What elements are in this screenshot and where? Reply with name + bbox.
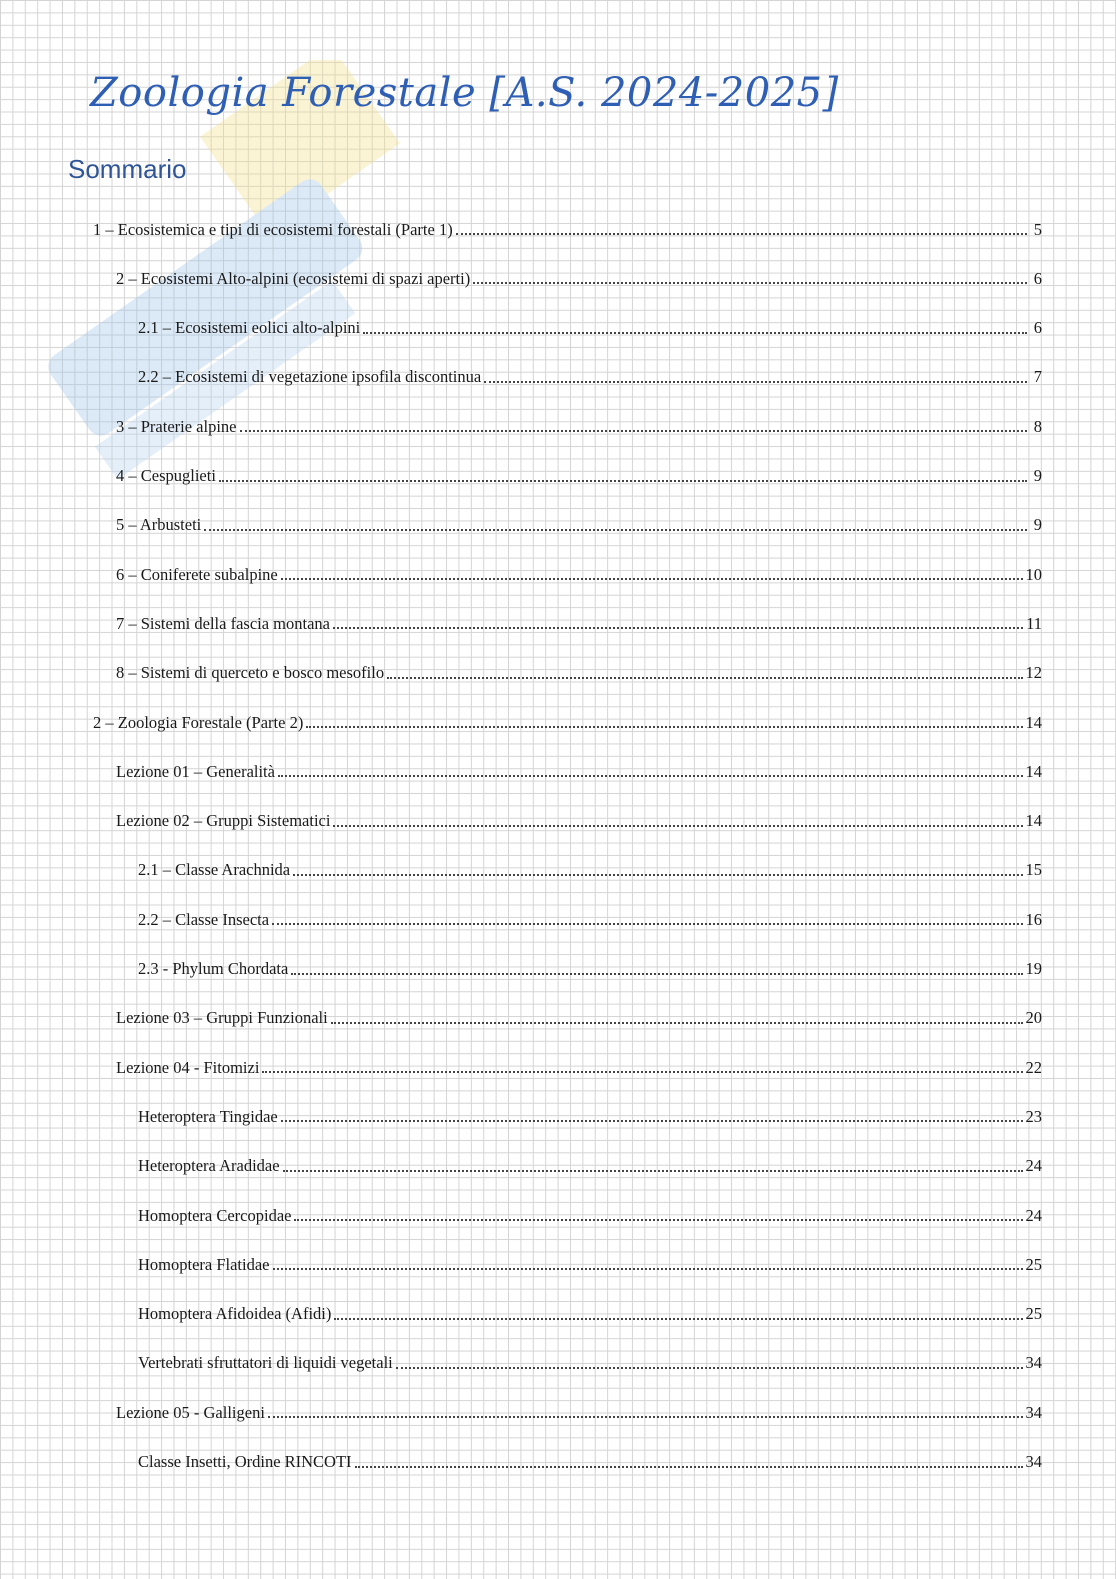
toc-dot-leader (387, 677, 1022, 679)
toc-dot-leader (281, 578, 1023, 580)
document-title: Zoologia Forestale [A.S. 2024-2025] (90, 70, 839, 116)
toc-entry[interactable] (116, 559, 1042, 583)
toc-entry-label: Lezione 01 – Generalità (116, 761, 275, 781)
toc-entry-page: 14 (1025, 811, 1042, 831)
toc-entry-page: 24 (1025, 1156, 1042, 1176)
toc-entry-label: Homoptera Flatidae (138, 1254, 270, 1274)
toc-entry[interactable] (116, 1003, 1042, 1027)
toc-entry-page: 9 (1033, 515, 1042, 535)
toc-entry[interactable] (138, 1447, 1042, 1471)
toc-entry-page: 6 (1033, 318, 1042, 338)
toc-dot-leader (363, 332, 1027, 334)
toc-dot-leader (272, 923, 1022, 925)
toc-entry-label: Classe Insetti, Ordine RINCOTI (138, 1452, 352, 1471)
toc-entry-label: 3 – Praterie alpine (116, 416, 237, 436)
toc-dot-leader (473, 282, 1027, 284)
toc-entry-page: 7 (1033, 367, 1042, 387)
toc-entry[interactable] (116, 263, 1042, 287)
toc-entry-page: 12 (1025, 663, 1042, 683)
toc-entry-page: 19 (1025, 959, 1042, 978)
toc-entry-page: 22 (1025, 1057, 1042, 1077)
toc-entry-label: Heteroptera Aradidae (138, 1156, 280, 1176)
toc-entry[interactable] (116, 1397, 1042, 1421)
toc-entry-label: 2.3 - Phylum Chordata (138, 959, 289, 978)
toc-entry-label: 2 – Zoologia Forestale (Parte 2) (93, 712, 304, 732)
toc-entry[interactable] (116, 756, 1042, 780)
toc-entry[interactable] (93, 214, 1042, 238)
toc-entry-page: 14 (1025, 761, 1042, 781)
toc-dot-leader (281, 1120, 1023, 1122)
toc-dot-leader (268, 1416, 1023, 1418)
toc-dot-leader (333, 627, 1023, 629)
toc-entry-page: 14 (1025, 712, 1042, 732)
toc-entry[interactable] (138, 1299, 1042, 1323)
toc-entry-page: 15 (1025, 860, 1042, 880)
toc-entry-page: 24 (1025, 1205, 1042, 1225)
toc-entry-label: 2.2 – Ecosistemi di vegetazione ipsofila discontinua (138, 367, 482, 387)
toc-dot-leader (456, 233, 1027, 235)
toc-entry-label: 8 – Sistemi di querceto e bosco mesofilo (116, 663, 385, 683)
toc-entry-page: 9 (1033, 466, 1042, 485)
toc-entry[interactable] (138, 1151, 1042, 1175)
toc-entry-label: Vertebrati sfruttatori di liquidi vegetali (138, 1353, 393, 1373)
toc-entry[interactable] (116, 806, 1042, 830)
toc-entry-page: 8 (1033, 416, 1042, 436)
toc-dot-leader (273, 1268, 1023, 1270)
toc-dot-leader (204, 529, 1027, 531)
toc-entry[interactable] (138, 1101, 1042, 1125)
toc-heading: Sommario (68, 154, 187, 184)
toc-dot-leader (334, 1318, 1022, 1320)
toc-entry[interactable] (138, 362, 1042, 386)
toc-entry-label: 2.1 – Ecosistemi eolici alto-alpini (138, 318, 361, 338)
toc-entry[interactable] (138, 954, 1042, 978)
toc-entry[interactable] (138, 1200, 1042, 1224)
toc-entry-page: 34 (1025, 1402, 1042, 1422)
toc-entry-page: 11 (1026, 613, 1042, 633)
toc-dot-leader (484, 381, 1027, 383)
toc-entry-page: 10 (1025, 564, 1042, 584)
toc-entry-page: 23 (1025, 1106, 1042, 1126)
toc-dot-leader (240, 430, 1028, 432)
toc-entry-label: Lezione 03 – Gruppi Funzionali (116, 1008, 328, 1028)
toc-dot-leader (293, 874, 1022, 876)
toc-dot-leader (283, 1170, 1023, 1172)
toc-entry-page: 25 (1025, 1304, 1042, 1324)
toc-entry-label: Homoptera Afidoidea (Afidi) (138, 1304, 332, 1324)
toc-entry[interactable] (138, 1348, 1042, 1372)
toc-entry[interactable] (138, 855, 1042, 879)
toc-entry-label: 4 – Cespuglieti (116, 466, 216, 485)
toc-entry-label: Heteroptera Tingidae (138, 1106, 278, 1126)
toc-entry-page: 34 (1025, 1452, 1042, 1471)
toc-entry-page: 20 (1025, 1008, 1042, 1028)
toc-entry-label: Homoptera Cercopidae (138, 1205, 292, 1225)
toc-entry-label: Lezione 02 – Gruppi Sistematici (116, 811, 331, 831)
toc-entry[interactable] (116, 510, 1042, 534)
toc-entry-label: 6 – Coniferete subalpine (116, 564, 278, 584)
toc-entry-label: Lezione 04 - Fitomizi (116, 1057, 260, 1077)
toc-entry[interactable] (116, 658, 1042, 682)
toc-entry-label: 2.1 – Classe Arachnida (138, 860, 291, 880)
toc-entry-page: 25 (1025, 1254, 1042, 1274)
toc-dot-leader (262, 1071, 1022, 1073)
toc-dot-leader (278, 775, 1023, 777)
toc-entry-label: Lezione 05 - Galligeni (116, 1402, 265, 1422)
toc-entry-label: 2 – Ecosistemi Alto-alpini (ecosistemi di spazi aperti) (116, 268, 471, 288)
toc-entry[interactable] (138, 1249, 1042, 1273)
toc-entry-page: 34 (1025, 1353, 1042, 1373)
toc-dot-leader (396, 1367, 1023, 1369)
toc-dot-leader (291, 973, 1022, 975)
toc-entry-page: 5 (1033, 219, 1042, 239)
toc-dot-leader (294, 1219, 1022, 1221)
toc-entry-page: 6 (1033, 268, 1042, 288)
toc-entry[interactable] (116, 1052, 1042, 1076)
toc-dot-leader (306, 726, 1022, 728)
toc-entry-label: 7 – Sistemi della fascia montana (116, 613, 330, 633)
toc-dot-leader (355, 1466, 1023, 1468)
toc-dot-leader (333, 825, 1022, 827)
toc-entry[interactable] (116, 411, 1042, 435)
toc-entry-label: 2.2 – Classe Insecta (138, 909, 270, 929)
toc-entry[interactable] (93, 707, 1042, 731)
toc-entry[interactable] (116, 461, 1042, 485)
toc-entry-label: 5 – Arbusteti (116, 515, 202, 535)
toc-entry[interactable] (138, 313, 1042, 337)
toc-entry[interactable] (116, 608, 1042, 632)
toc-entry[interactable] (138, 904, 1042, 928)
toc-dot-leader (219, 480, 1027, 482)
toc-entry-page: 16 (1025, 909, 1042, 929)
toc-entry-label: 1 – Ecosistemica e tipi di ecosistemi forestali (Parte 1) (93, 219, 453, 239)
toc-dot-leader (331, 1022, 1023, 1024)
